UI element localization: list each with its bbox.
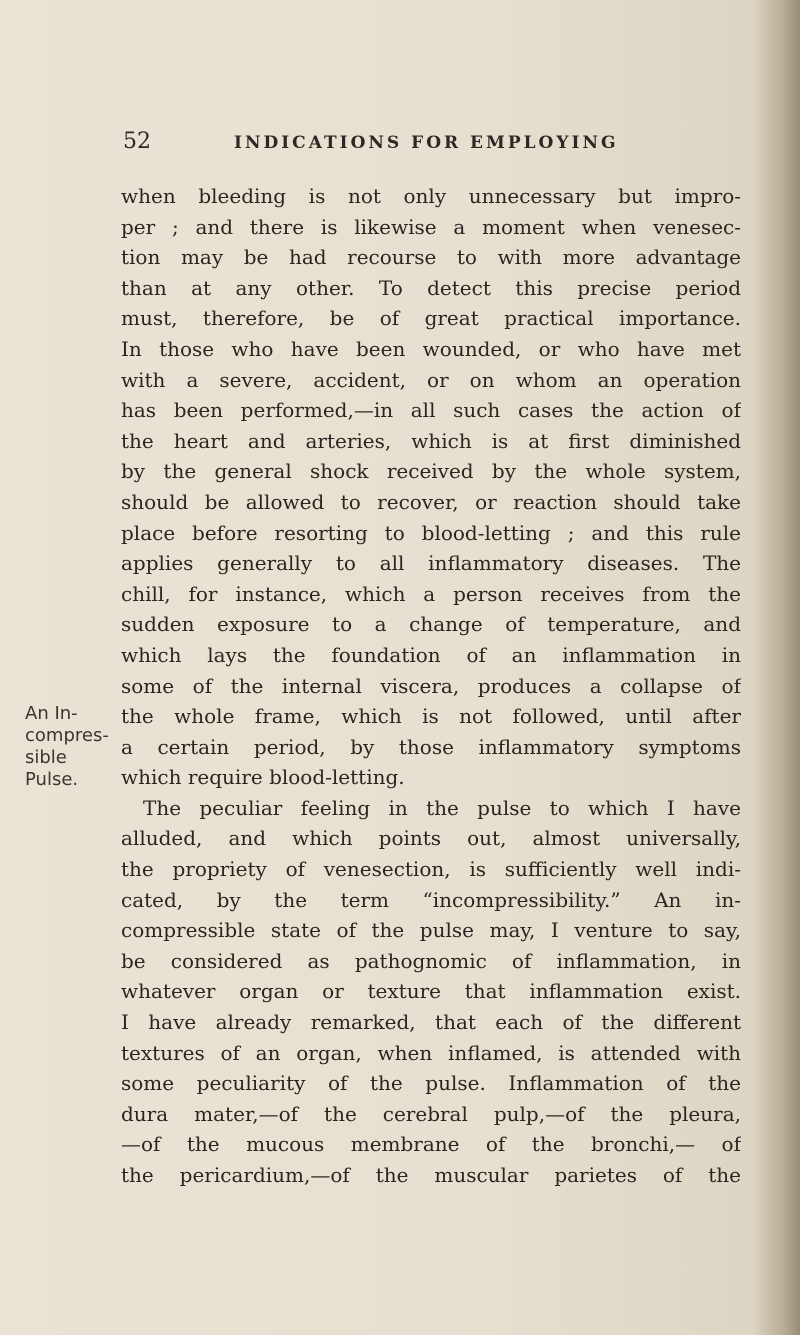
text-line: the heart and arteries, which is at first diminished (121, 428, 741, 453)
text-line: compressible state of the pulse may, I venture to say, (121, 918, 741, 943)
text-line: a certain period, by those inflammatory symptoms (121, 734, 741, 759)
body-text (121, 181, 741, 1191)
margin-note-line: An In- (25, 703, 78, 724)
text-line: than at any other. To detect this precise period (121, 275, 741, 300)
text-line: The peculiar feeling in the pulse to which I have (143, 795, 741, 820)
page-number: 52 (123, 129, 151, 154)
text-line: the pericardium,—of the muscular parietes of the (121, 1163, 741, 1187)
text-line: by the general shock received by the whole system, (121, 459, 741, 484)
margin-note (25, 703, 117, 791)
text-line: has been performed,—in all such cases the action of (121, 398, 741, 423)
text-line: In those who have been wounded, or who have met (121, 336, 741, 361)
text-line: whatever organ or texture that inflammation exist. (121, 979, 741, 1004)
text-line: alluded, and which points out, almost universally, (121, 826, 741, 851)
text-line: place before resorting to blood-letting ; and this rule (121, 520, 741, 545)
text-line: the whole frame, which is not followed, until after (121, 704, 741, 729)
text-line: tion may be had recourse to with more advantage (121, 245, 741, 270)
text-line: textures of an organ, when inflamed, is attended with (121, 1040, 741, 1065)
text-line: dura mater,—of the cerebral pulp,—of the pleura, (121, 1101, 741, 1126)
text-line: when bleeding is not only unnecessary but impro- (121, 184, 741, 208)
text-line: some peculiarity of the pulse. Inflammation of the (121, 1071, 741, 1096)
text-line: must, therefore, be of great practical importance. (121, 306, 741, 331)
text-line: some of the internal viscera, produces a collapse of (121, 673, 741, 698)
running-title: INDICATIONS FOR EMPLOYING (234, 133, 619, 153)
text-line: chill, for instance, which a person receives from the (121, 581, 741, 606)
page-edge-shadow (754, 0, 800, 1335)
text-line: applies generally to all inflammatory diseases. The (121, 551, 741, 576)
text-line: be considered as pathognomic of inflammation, in (121, 948, 741, 973)
text-line: I have already remarked, that each of the different (121, 1010, 741, 1035)
text-line: which require blood-letting. (121, 765, 405, 790)
text-line: with a severe, accident, or on whom an operation (121, 367, 741, 392)
text-line: sudden exposure to a change of temperature, and (121, 612, 741, 637)
margin-note-line: compres- (25, 725, 109, 746)
text-line: —of the mucous membrane of the bronchi,— of (121, 1132, 741, 1157)
margin-note-line: Pulse. (25, 769, 79, 790)
text-line: cated, by the term “incompressibility.” An in- (121, 887, 741, 912)
text-line: the propriety of venesection, is sufficiently well indi- (121, 857, 741, 882)
text-line: should be allowed to recover, or reaction should take (121, 489, 741, 514)
text-line: which lays the foundation of an inflammation in (121, 642, 741, 667)
text-line: per ; and there is likewise a moment when venesec- (121, 214, 741, 239)
margin-note-line: sible (25, 747, 67, 768)
